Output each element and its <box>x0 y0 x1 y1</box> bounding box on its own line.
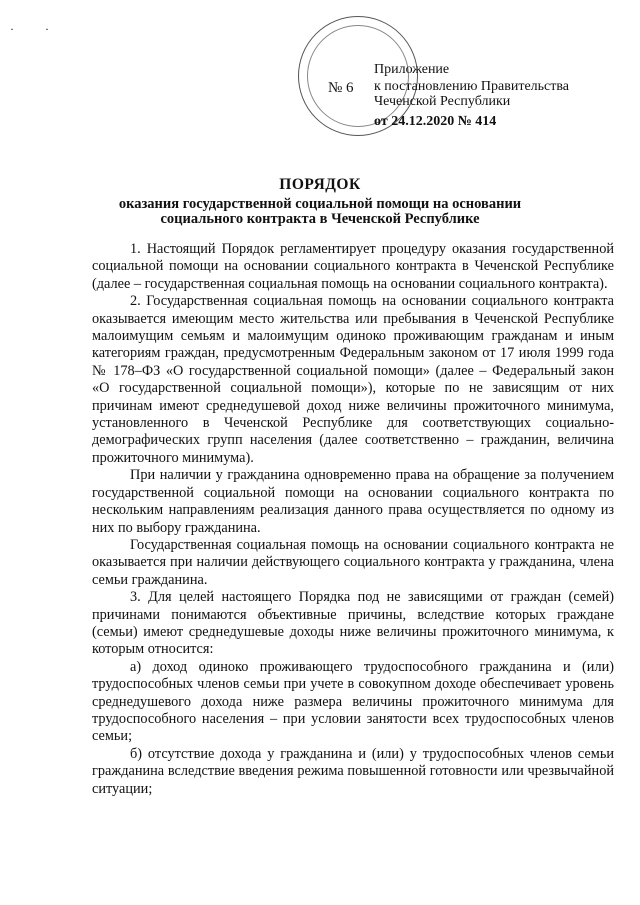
appendix-label: Приложение <box>374 62 450 77</box>
stamp-number: № 6 <box>328 80 354 96</box>
document-title: ПОРЯДОК <box>279 176 361 193</box>
resolution-date: от 24.12.2020 № 414 <box>374 114 497 129</box>
appendix-header <box>374 62 624 109</box>
paragraph-7: б) отсутствие дохода у гражданина и (или) у трудоспособных членов семьи гражданина вследствие введения режима повышенной готовности или чрезвычайной ситуации; <box>92 745 614 797</box>
paragraph-4: Государственная социальная помощь на основании социального контракта не оказывается при наличии действующего социального контракта у гражданина, члена семьи гражданина. <box>92 536 614 588</box>
scan-marks: · · <box>10 22 63 36</box>
resolution-reference: к постановлению Правительства <box>374 79 570 94</box>
government-name: Чеченской Республики <box>374 94 511 109</box>
paragraph-1: 1. Настоящий Порядок регламентирует процедуру оказания государственной социальной помощи на основании социального контракта в Чеченской Республике (далее – государственная социальная помощь на основании социального контракта). <box>92 241 614 292</box>
document-body <box>92 241 614 798</box>
paragraph-3: При наличии у гражданина одновременно права на обращение за получением государственной социальной помощи на основании социального контракта по нескольким направлениям реализация данного права осуществляется по одному из них по выбору гражданина. <box>92 467 614 536</box>
paragraph-5: 3. Для целей настоящего Порядка под не зависящими от граждан (семей) причинами понимаются объективные причины, вследствие которых граждане (семьи) имеют среднедушевые доходы ниже величины прожиточного минимума, к которым относится: <box>92 589 614 658</box>
paragraph-6: а) доход одиноко проживающего трудоспособного гражданина и (или) трудоспособных членов семьи при учете в совокупном доходе обеспечивает уровень среднедушевого дохода ниже размера величины прожиточного минимума для трудоспособного населения – при условии занятости всех трудоспособных членов семьи; <box>92 658 614 745</box>
paragraph-2: 2. Государственная социальная помощь на основании социального контракта оказывается имеющим место жительства или пребывания в Чеченской Республике малоимущим семьям и малоимущим одиноко проживающим гражданам и иным категориям граждан, предусмотренным Федеральным законом от 17 июля 1999 года № 178–ФЗ «О государственной социальной помощи» (далее – Федеральный закон «О государственной социальной помощи»), которые по не зависящим от них причинам имеют среднедушевой доход ниже величины прожиточного минимума, установленного в Чеченской Республике для соответствующих социально-демографических групп населения (далее соответственно – гражданин, величина прожиточного минимума). <box>92 293 614 466</box>
document-subtitle: оказания государственной социальной помощи на основании социального контракта в Чеченской Республике <box>118 196 522 227</box>
